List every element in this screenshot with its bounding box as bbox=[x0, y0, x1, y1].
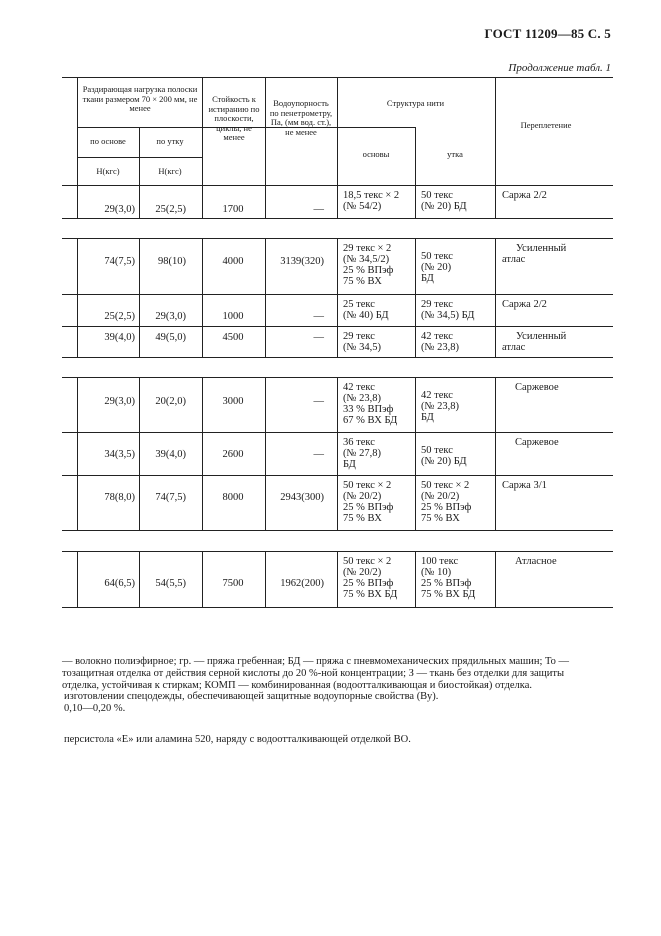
cell-abrasion: 1000 bbox=[222, 311, 244, 322]
note-line: персистола «Е» или аламина 520, наряду с водоотталкивающей отделкой ВО. bbox=[64, 734, 411, 745]
cell-weave: Саржа 2/2 bbox=[502, 190, 547, 201]
cell-yarn-weft: 50 текс (№ 20) БД bbox=[421, 445, 467, 467]
header-unit-warp: Н(кгс) bbox=[96, 166, 120, 176]
header-breaking-load: Раздирающая нагрузка полоски ткани размером 70 × 200 мм, не менее bbox=[82, 84, 198, 113]
cell-yarn-warp: 29 текс (№ 34,5) bbox=[343, 331, 382, 353]
cell-yarn-weft: 50 текс × 2 (№ 20/2) 25 % ВПэф 75 % ВХ bbox=[421, 480, 472, 524]
cell-yarn-weft: 42 текс (№ 23,8) bbox=[421, 331, 460, 353]
cell-warp-load: 29(3,0) bbox=[104, 204, 135, 215]
note-line: отделка, устойчивая к стиркам; КОМП — комбинированная (водоотталкивающая и биостойкая) отделка. bbox=[62, 680, 533, 691]
header-yarn: Структура нити bbox=[386, 98, 445, 108]
cell-warp-load: 74(7,5) bbox=[104, 256, 135, 267]
cell-warp-load: 78(8,0) bbox=[104, 492, 135, 503]
header-water: Водоупорность по пенетрометру, Па, (мм вод. ст.), не менее bbox=[269, 98, 333, 137]
cell-abrasion: 1700 bbox=[222, 204, 244, 215]
cell-weave: Саржевое bbox=[515, 382, 559, 393]
cell-weft-load: 25(2,5) bbox=[155, 204, 186, 215]
cell-weft-load: 20(2,0) bbox=[155, 396, 186, 407]
cell-weft-load: 98(10) bbox=[158, 256, 186, 267]
cell-weave: Саржевое bbox=[515, 437, 559, 448]
cell-warp-load: 29(3,0) bbox=[104, 396, 135, 407]
cell-abrasion: 8000 bbox=[222, 492, 244, 503]
cell-warp-load: 34(3,5) bbox=[104, 449, 135, 460]
cell-weave: Саржа 2/2 bbox=[502, 299, 547, 310]
header-weft: по утку bbox=[156, 136, 184, 146]
cell-abrasion: 7500 bbox=[222, 578, 244, 589]
cell-yarn-warp: 25 текс (№ 40) БД bbox=[343, 299, 389, 321]
cell-weft-load: 74(7,5) bbox=[155, 492, 186, 503]
note-line: 0,10—0,20 %. bbox=[64, 703, 126, 714]
cell-water: 3139(320) bbox=[280, 256, 324, 267]
cell-yarn-warp: 36 текс (№ 27,8) БД bbox=[343, 437, 382, 470]
header-warp: по основе bbox=[90, 136, 126, 146]
cell-yarn-weft: 50 текс (№ 20) БД bbox=[421, 251, 453, 284]
header-yarn-warp: основы bbox=[362, 149, 390, 159]
cell-yarn-warp: 29 текс × 2 (№ 34,5/2) 25 % ВПэф 75 % ВХ bbox=[343, 243, 394, 287]
header-abrasion: Стойкость к истиранию по плоскости, циклы, не менее bbox=[208, 94, 260, 142]
cell-water: — bbox=[313, 449, 324, 460]
cell-yarn-warp: 42 текс (№ 23,8) 33 % ВПэф 67 % ВХ БД bbox=[343, 382, 398, 426]
cell-yarn-weft: 42 текс (№ 23,8) БД bbox=[421, 390, 460, 423]
cell-water: 1962(200) bbox=[280, 578, 324, 589]
note-line: — волокно полиэфирное; гр. — пряжа гребенная; БД — пряжа с пневмомеханических прядильных машин; То — bbox=[62, 656, 570, 667]
cell-weave: Саржа 3/1 bbox=[502, 480, 547, 491]
header-unit-weft: Н(кгс) bbox=[158, 166, 182, 176]
cell-yarn-warp: 18,5 текс × 2 (№ 54/2) bbox=[343, 190, 400, 212]
cell-weft-load: 54(5,5) bbox=[155, 578, 186, 589]
header-weave: Переплетение bbox=[520, 120, 572, 130]
header-yarn-weft: утка bbox=[447, 149, 463, 159]
cell-yarn-weft: 29 текс (№ 34,5) БД bbox=[421, 299, 475, 321]
cell-warp-load: 25(2,5) bbox=[104, 311, 135, 322]
note-line: тозащитная отделка от действия серной кислоты до 20 %-ной концентрации; З — ткань без отделки для защиты bbox=[62, 668, 565, 679]
cell-water: — bbox=[313, 204, 324, 215]
cell-yarn-weft: 100 текс (№ 10) 25 % ВПэф 75 % ВХ БД bbox=[421, 556, 476, 600]
cell-yarn-warp: 50 текс × 2 (№ 20/2) 25 % ВПэф 75 % ВХ bbox=[343, 480, 394, 524]
cell-water: — bbox=[313, 396, 324, 407]
cell-weave: Атласное bbox=[515, 556, 557, 567]
cell-weave: Усиленный атлас bbox=[502, 331, 567, 353]
cell-abrasion: 4000 bbox=[222, 256, 244, 267]
cell-water: — bbox=[313, 311, 324, 322]
cell-yarn-weft: 50 текс (№ 20) БД bbox=[421, 190, 467, 212]
cell-weave: Усиленный атлас bbox=[502, 243, 567, 265]
page-header: ГОСТ 11209—85 С. 5 bbox=[484, 26, 611, 41]
cell-warp-load: 64(6,5) bbox=[104, 578, 135, 589]
cell-weft-load: 29(3,0) bbox=[155, 311, 186, 322]
cell-warp-load: 39(4,0) bbox=[104, 332, 135, 343]
cell-water: 2943(300) bbox=[280, 492, 324, 503]
cell-weft-load: 49(5,0) bbox=[155, 332, 186, 343]
cell-abrasion: 3000 bbox=[222, 396, 244, 407]
cell-abrasion: 4500 bbox=[222, 332, 244, 343]
cell-yarn-warp: 50 текс × 2 (№ 20/2) 25 % ВПэф 75 % ВХ БД bbox=[343, 556, 398, 600]
cell-abrasion: 2600 bbox=[222, 449, 244, 460]
cell-water: — bbox=[313, 332, 324, 343]
table-continuation-label: Продолжение табл. 1 bbox=[508, 62, 611, 74]
note-line: изготовлении спецодежды, обеспечивающей защитные водоупорные свойства (Ву). bbox=[64, 691, 439, 702]
cell-weft-load: 39(4,0) bbox=[155, 449, 186, 460]
